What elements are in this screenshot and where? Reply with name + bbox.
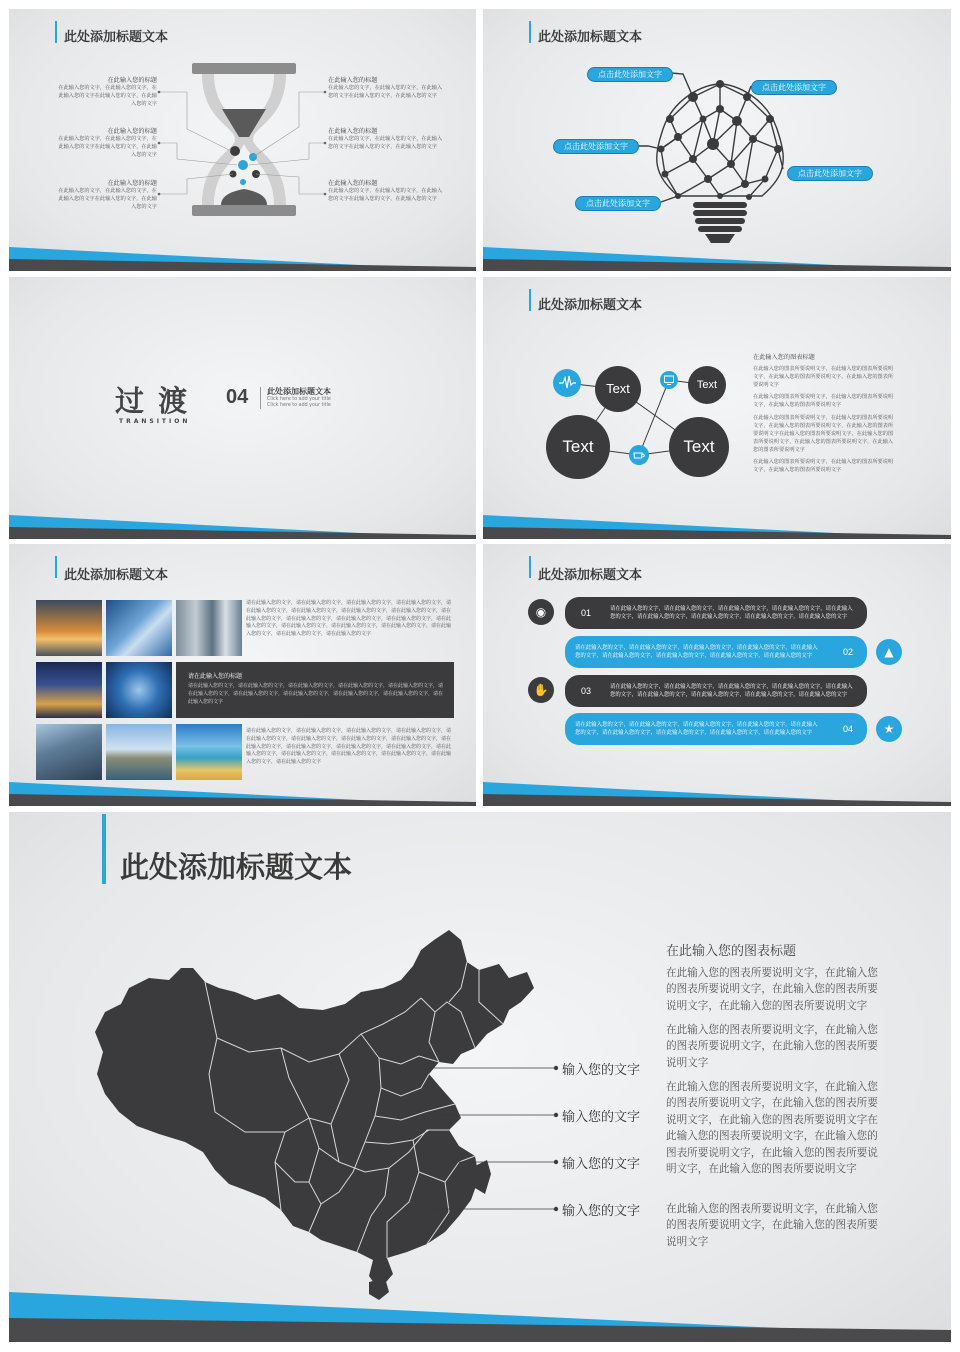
chat-icon: ◉ — [528, 599, 554, 625]
row-number: 01 — [581, 608, 592, 618]
hourglass-item-text: 在此输入您的文字，在此输入您的文字，在此输入您的文字在此输入您的文字，在此输入您的文字 — [58, 136, 157, 158]
highlight-title: 请在此输入您的标题 — [188, 673, 243, 680]
monitor-icon — [660, 371, 678, 389]
airplane-sunset-photo — [36, 600, 102, 656]
slide-lightbulb[interactable] — [483, 9, 951, 271]
add-text-pill[interactable]: 点击此处添加文字 — [787, 166, 873, 181]
section-title: 此处添加标题文本 — [267, 387, 331, 396]
title-bar — [529, 556, 531, 578]
transition-heading: 过 渡 — [115, 384, 190, 418]
section-en-line: Click here to add your title — [267, 403, 331, 408]
hourglass-item-title: 在此输入您的标题 — [328, 77, 378, 84]
section-number: 04 — [226, 386, 249, 408]
slide-title: 此处添加标题文本 — [538, 30, 643, 45]
section-divider — [260, 387, 261, 409]
waveform-icon — [553, 369, 581, 397]
chart-paragraph: 在此输入您的图表所要说明文字，在此输入您的图表所要说明文字，在此输入您的图表所要说明文字 — [753, 459, 894, 473]
list-row — [565, 597, 867, 629]
hourglass-item-text: 在此输入您的文字，在此输入您的文字，在此输入您的文字在此输入您的文字，在此输入您的文字 — [328, 136, 443, 150]
chart-paragraph: 在此输入您的图表所要说明文字，在此输入您的图表所要说明文字，在此输入您的图表所要说明文字 — [666, 1203, 878, 1248]
text-circle: Text — [595, 366, 641, 412]
chart-paragraph: 在此输入您的图表所要说明文字，在此输入您的图表所要说明文字，在此输入您的图表所要说明文字 — [753, 394, 894, 408]
chart-paragraph: 在此输入您的图表所要说明文字，在此输入您的图表所要说明文字，在此输入您的图表所要说明文字，在此输入您的图表所要说明文字在此输入您的图表所要说明文字，在此输入您的图表所要说明文字，在此输入您的图表所要说明文字，在此输入您的图表所要说明文字 — [666, 1081, 878, 1176]
lightbulb-network-icon — [483, 9, 951, 271]
slide-title: 此处添加标题文本 — [64, 568, 169, 583]
add-text-pill[interactable]: 点击此处添加文字 — [751, 80, 837, 95]
add-text-pill[interactable]: 点击此处添加文字 — [553, 139, 639, 154]
hourglass-item-text: 在此输入您的文字，在此输入您的文字，在此输入您的文字在此输入您的文字，在此输入您的文字 — [58, 188, 157, 210]
map-label: 输入您的文字 — [562, 1157, 641, 1172]
section-en-line: Click here to add your title — [267, 397, 331, 402]
chart-heading: 在此输入您的图表标题 — [666, 944, 797, 959]
chart-paragraph: 在此输入您的图表所要说明文字，在此输入您的图表所要说明文字，在此输入您的图表所要说明文字，在此输入您的图表所要说明文字在此输入您的图表所要说明文字，在此输入您的图表所要说明文字，在此输入您的图表所要说明文字，在此输入您的图表所要说明文字 — [753, 415, 894, 453]
row-number: 02 — [842, 647, 853, 657]
beach-photo — [176, 724, 242, 780]
row-text: 请在此输入您的文字，请在此输入您的文字，请在此输入您的文字，请在此输入您的文字，请在此输入您的文字，请在此输入您的文字，请在此输入您的文字，请在此输入您的文字，请在此输入您的文字 — [575, 645, 818, 659]
row-text: 请在此输入您的文字，请在此输入您的文字，请在此输入您的文字，请在此输入您的文字，请在此输入您的文字，请在此输入您的文字，请在此输入您的文字，请在此输入您的文字，请在此输入您的文字 — [610, 684, 853, 698]
chart-heading: 在此输入您的图表标题 — [753, 354, 815, 361]
hourglass-item-title: 在此输入您的标题 — [328, 180, 378, 187]
map-leader-lines — [9, 812, 951, 1342]
hourglass-item-text: 在此输入您的文字，在此输入您的文字，在此输入您的文字在此输入您的文字，在此输入您的文字 — [58, 85, 157, 107]
slide-title: 此处添加标题文本 — [120, 850, 353, 884]
map-label: 输入您的文字 — [562, 1063, 641, 1078]
list-row — [565, 675, 867, 707]
trophy-icon: ★ — [876, 716, 902, 742]
slide-photo-grid[interactable] — [9, 544, 476, 806]
map-label: 输入您的文字 — [562, 1110, 641, 1125]
cup-icon — [629, 445, 649, 465]
text-circle: Text — [669, 417, 729, 477]
hourglass-item-title: 在此输入您的标题 — [328, 128, 378, 135]
thumbs-up-icon: ✋ — [528, 677, 554, 703]
slide-title: 此处添加标题文本 — [538, 568, 643, 583]
slide-china-map[interactable] — [9, 812, 951, 1342]
hourglass-item-title: 在此输入您的标题 — [107, 128, 157, 135]
hourglass-item-title: 在此输入您的标题 — [107, 180, 157, 187]
photo-text-block: 请在此输入您的文字，请在此输入您的文字，请在此输入您的文字，请在此输入您的文字，请在此输入您的文字，请在此输入您的文字，请在此输入您的文字，请在此输入您的文字，请在此输入您的文字，请在此输入您的文字，请在此输入您的文字，请在此输入您的文字，请在此输入您的文字，请在此输入您的文字，请在此输入您的文字，请在此输入您的文字，请在此输入您的文字，请在此输入您的文字，请在此输入您的文字 — [246, 600, 452, 638]
map-label: 输入您的文字 — [562, 1204, 641, 1219]
glass-building-photo — [106, 662, 172, 718]
chart-paragraph: 在此输入您的图表所要说明文字，在此输入您的图表所要说明文字，在此输入您的图表所要说明文字，在此输入您的图表所要说明文字 — [666, 967, 878, 1012]
hourglass-item-text: 在此输入您的文字，在此输入您的文字，在此输入您的文字在此输入您的文字，在此输入您的文字 — [328, 188, 443, 202]
list-row — [565, 636, 867, 668]
slide-transition[interactable] — [9, 277, 476, 539]
chart-paragraph: 在此输入您的图表所要说明文字，在此输入您的图表所要说明文字，在此输入您的图表所要说明文字，在此输入您的图表所要说明文字 — [753, 366, 894, 388]
text-circle: Text — [546, 415, 610, 479]
highlight-box — [176, 662, 454, 718]
slide-title: 此处添加标题文本 — [64, 30, 169, 45]
list-row — [565, 713, 867, 745]
night-city-photo — [36, 662, 102, 718]
slide-numbered-list[interactable] — [483, 544, 951, 806]
tall-building-photo — [36, 724, 102, 780]
slide-circles[interactable] — [483, 277, 951, 539]
harbor-photo — [106, 724, 172, 780]
row-text: 请在此输入您的文字，请在此输入您的文字，请在此输入您的文字，请在此输入您的文字，请在此输入您的文字，请在此输入您的文字，请在此输入您的文字，请在此输入您的文字，请在此输入您的文字 — [610, 606, 853, 620]
flask-icon: ▲ — [876, 639, 902, 665]
title-bar — [55, 556, 57, 578]
transition-subtitle: TRANSITION — [119, 418, 191, 425]
chart-paragraph: 在此输入您的图表所要说明文字，在此输入您的图表所要说明文字，在此输入您的图表所要说明文字 — [666, 1024, 878, 1069]
hourglass-item-title: 在此输入您的标题 — [107, 77, 157, 84]
slide-title: 此处添加标题文本 — [538, 298, 643, 313]
text-circle: Text — [688, 366, 726, 404]
add-text-pill[interactable]: 点击此处添加文字 — [575, 196, 661, 211]
add-text-pill[interactable]: 点击此处添加文字 — [587, 67, 673, 82]
row-number: 04 — [842, 724, 853, 734]
hourglass-item-text: 在此输入您的文字，在此输入您的文字，在此输入您的文字在此输入您的文字，在此输入您的文字 — [328, 85, 443, 99]
photo-text-block: 请在此输入您的文字，请在此输入您的文字，请在此输入您的文字，请在此输入您的文字，请在此输入您的文字，请在此输入您的文字，请在此输入您的文字，请在此输入您的文字，请在此输入您的文字，请在此输入您的文字，请在此输入您的文字，请在此输入您的文字，请在此输入您的文字，请在此输入您的文字，请在此输入您的文字，请在此输入您的文字，请在此输入您的文字，请在此输入您的文字 — [246, 728, 452, 766]
highlight-text: 请在此输入您的文字，请在此输入您的文字，请在此输入您的文字，请在此输入您的文字，请在此输入您的文字，请在此输入您的文字，请在此输入您的文字，请在此输入您的文字，请在此输入您的文字，请在此输入您的文字，请在此输入您的文字 — [188, 683, 444, 705]
office-towers-photo — [176, 600, 242, 656]
row-text: 请在此输入您的文字，请在此输入您的文字，请在此输入您的文字，请在此输入您的文字，请在此输入您的文字，请在此输入您的文字，请在此输入您的文字，请在此输入您的文字，请在此输入您的文字 — [575, 722, 818, 736]
row-number: 03 — [581, 686, 592, 696]
skyscraper-photo — [106, 600, 172, 656]
slide-hourglass[interactable] — [9, 9, 476, 271]
